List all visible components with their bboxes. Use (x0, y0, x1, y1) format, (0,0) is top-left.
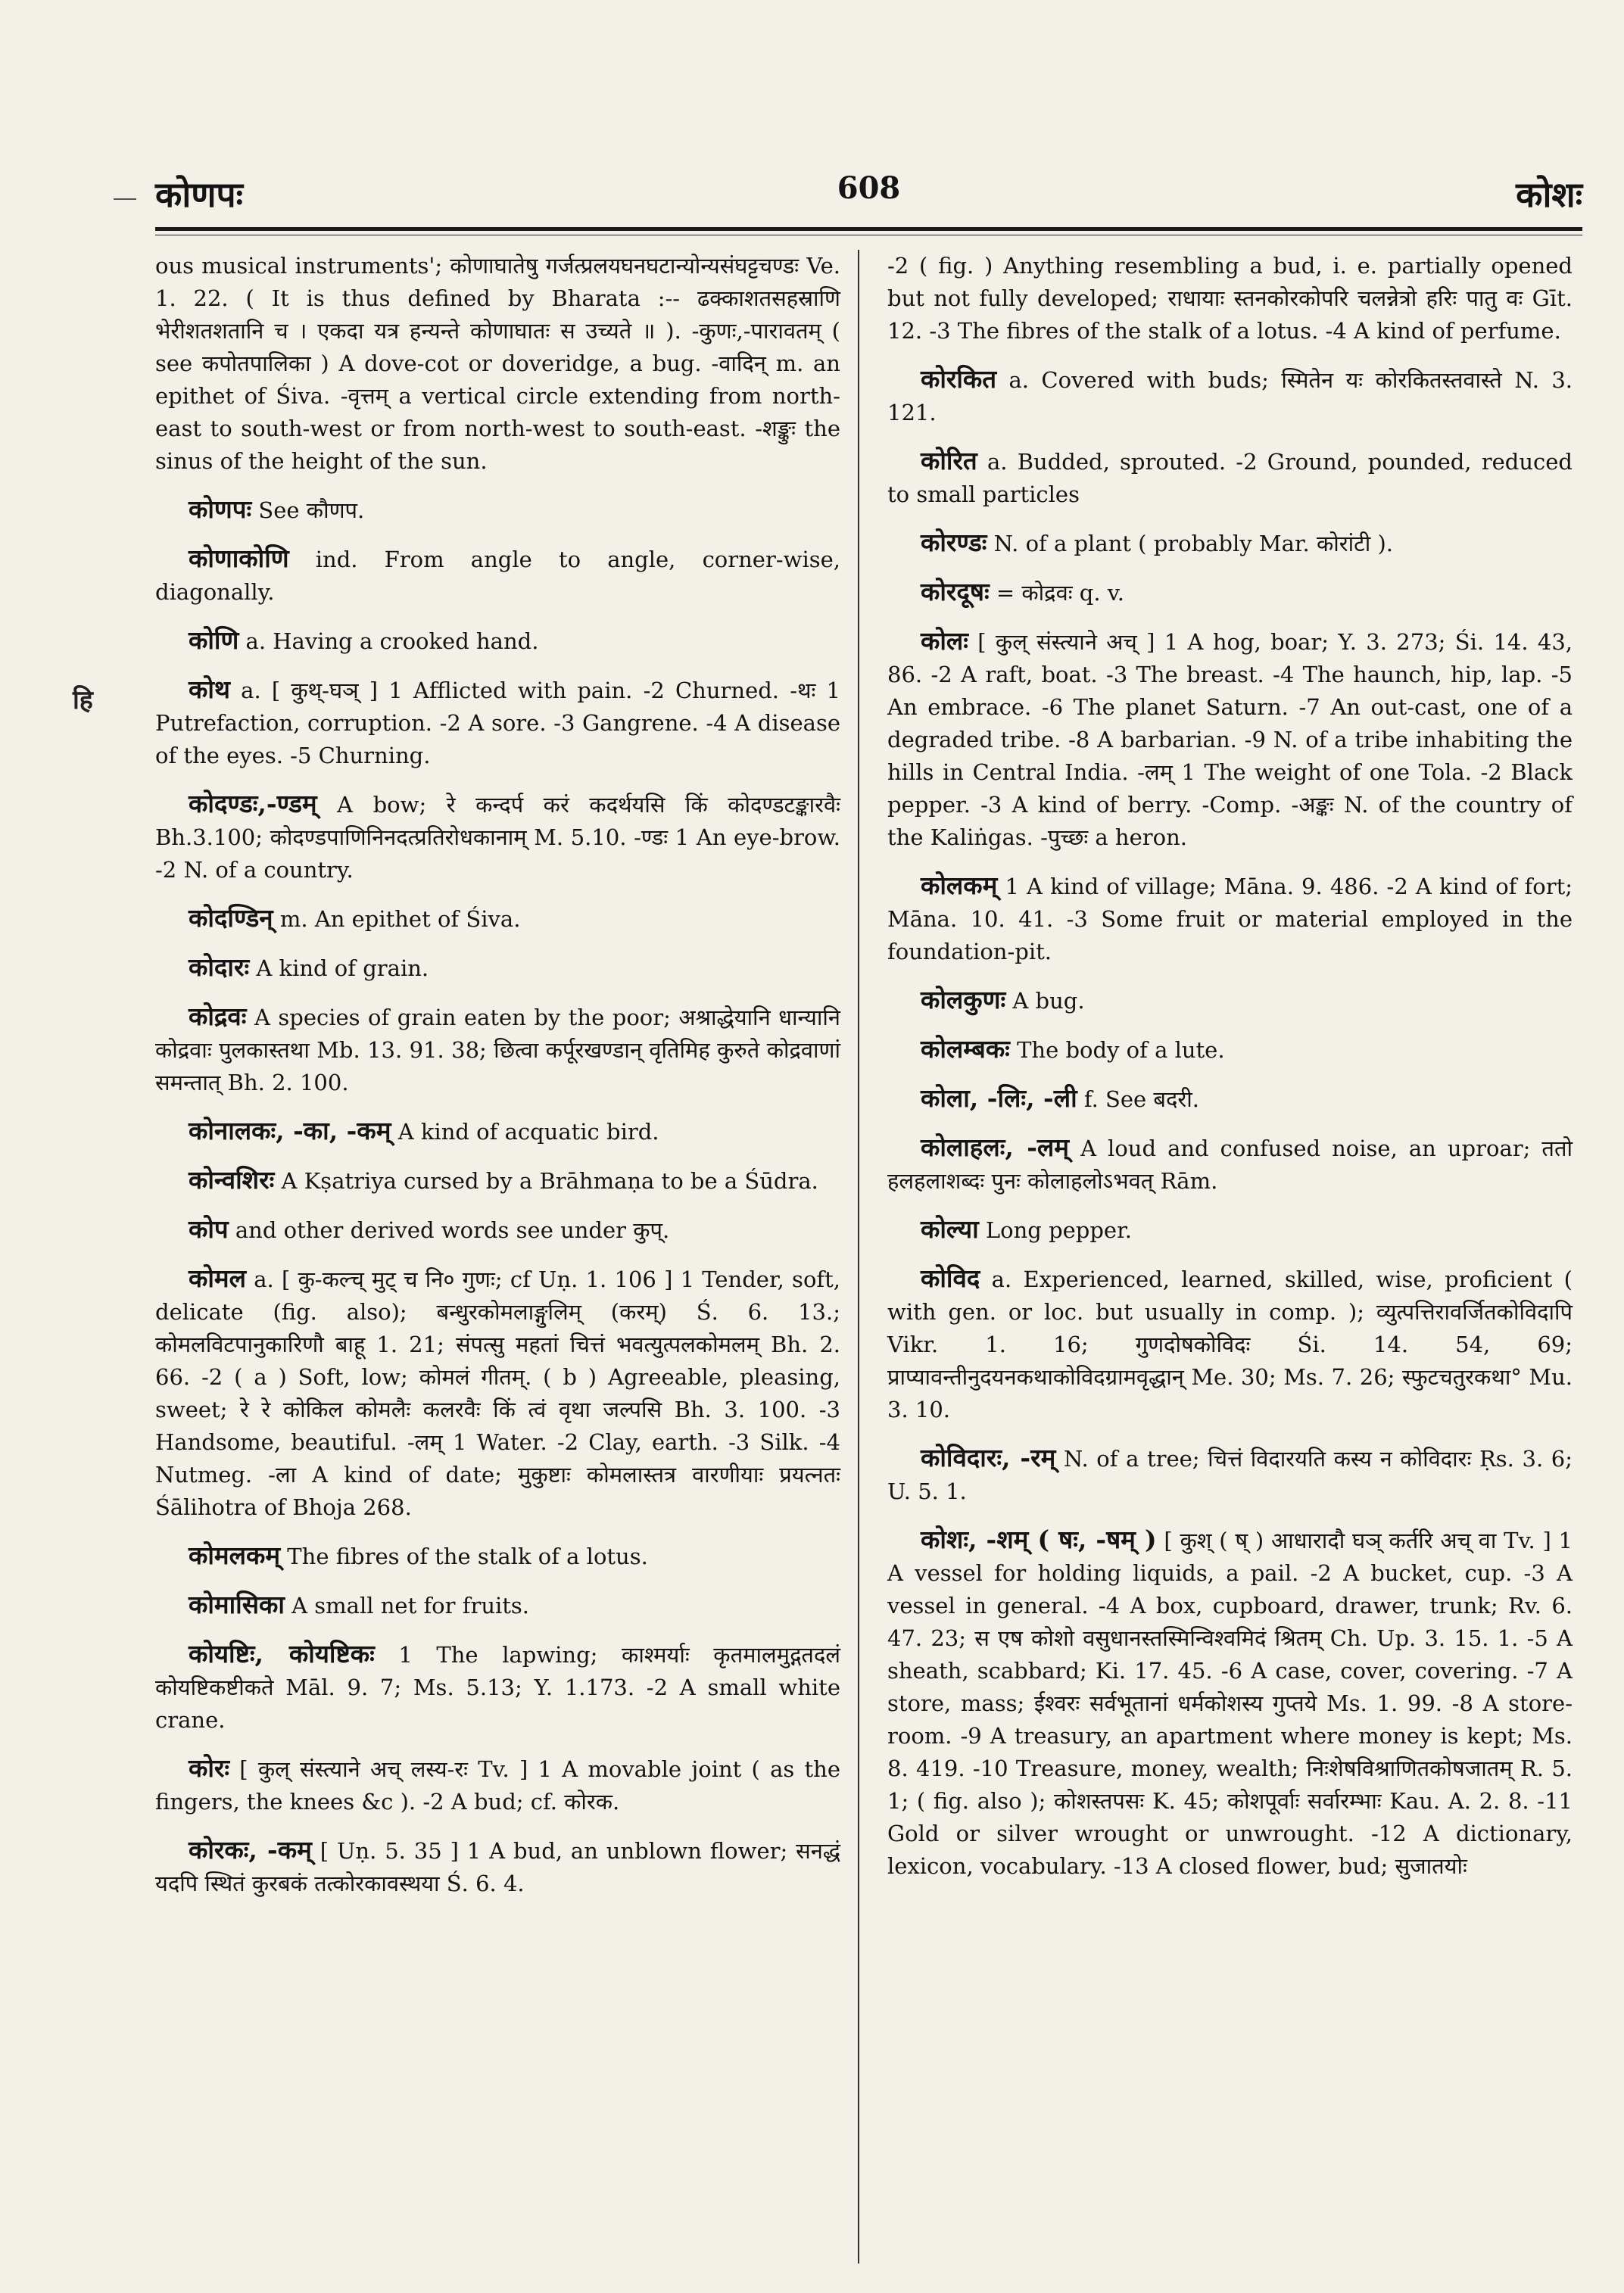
dictionary-entry (155, 1637, 840, 1737)
margin-mark: हि (73, 685, 93, 715)
right-column (887, 250, 1573, 1898)
entry-headword: कोन्वशिरः (189, 1165, 275, 1195)
dictionary-entry (155, 624, 840, 658)
dictionary-entry (155, 902, 840, 936)
dictionary-entry (887, 1262, 1573, 1426)
entry-definition: [ कुश् ( ष् ) आधारादौ घञ् कर्तरि अच् वा Tv. ] 1 A vessel for holding liquids, a pail. -2 A bucket, cup. -3 A vessel in general. -4 A box, cupboard, drawer, trunk; Rv. 6. 47. 23; स एष कोशो वसुधानस्तस्मिन्विश्वमिदं श्रितम् Ch. Up. 3. 15. 1. -5 A sheath, scabbard; Ki. 17. 45. -6 A case, cover, covering. -7 A store, mass; ईश्वरः सर्वभूतानां धर्मकोशस्य गुप्तये Ms. 1. 99. -8 A store-room. -9 A treasury, an apartment where money is kept; Ms. 8. 419. -10 Treasure, money, wealth; निःशेषविश्राणितकोषजातम् R. 5. 1; ( fig. also ); कोशस्तपसः K. 45; कोशपूर्वाः सर्वारम्भाः Kau. A. 2. 8. -11 Gold or silver wrought or unwrought. -12 A dictionary, lexicon, vocabulary. -13 A closed flower, bud; सुजातयोः (887, 1528, 1573, 1879)
entry-definition: = कोद्रवः q. v. (996, 580, 1124, 606)
entry-headword: कोला, -लिः, -ली (921, 1083, 1077, 1113)
entry-definition: a. Having a crooked hand. (245, 628, 539, 654)
entry-headword: कोप (189, 1214, 229, 1244)
entry-headword: कोलम्बकः (921, 1034, 1010, 1064)
left-column (155, 250, 840, 1915)
dictionary-entry (155, 1114, 840, 1148)
entry-headword: कोल्या (921, 1214, 979, 1244)
dictionary-entry (887, 1131, 1573, 1198)
dictionary-entry (155, 542, 840, 609)
entry-definition: N. of a tree; चित्तं विदारयति कस्य न कोविदारः Ṛs. 3. 6; U. 5. 1. (887, 1446, 1573, 1504)
entry-definition: A kind of grain. (256, 955, 429, 981)
entry-definition: a. Budded, sprouted. -2 Ground, pounded, reduced to small particles (887, 449, 1573, 507)
entry-headword: कोमलकम् (189, 1541, 281, 1570)
entry-definition: 1 A kind of village; Māna. 9. 486. -2 A kind of fort; Māna. 10. 41. -3 Some fruit or material employed in the foundation-pit. (887, 874, 1573, 964)
entry-headword: कोरदूषः (921, 577, 990, 606)
dictionary-entry (887, 1523, 1573, 1883)
column-divider (858, 250, 859, 2263)
entry-definition: A small net for fruits. (291, 1593, 530, 1618)
dictionary-entry (887, 625, 1573, 854)
dictionary-entry (155, 673, 840, 772)
entry-definition: a. [ कु-कल्च् मुट् च नि० गुणः; cf Uṇ. 1. 106 ] 1 Tender, soft, delicate (fig. also); बन्धुरकोमलाङ्गुलिम् (करम्) Ś. 6. 13.; कोमलविटपानुकारिणौ बाहू 1. 21; संपत्सु महतां चित्तं भवत्युत्पलकोमलम् Bh. 2. 66. -2 ( a ) Soft, low; कोमलं गीतम्. ( b ) Agreeable, pleasing, sweet; रे रे कोकिल कोमलैः कलरवैः किं त्वं वृथा जल्पसि Bh. 3. 100. -3 Handsome, beautiful. -लम् 1 Water. -2 Clay, earth. -3 Silk. -4 Nutmeg. -ला A kind of date; मुकुष्टाः कोमलास्तत्र वारणीयाः प्रयत्नतः Śālihotra of Bhoja 268. (155, 1266, 841, 1520)
dictionary-entry (887, 1213, 1573, 1247)
dictionary-entry (155, 1000, 840, 1099)
margin-scratch (114, 198, 136, 200)
entry-headword: कोविद (921, 1263, 980, 1293)
entry-definition: f. See बदरी. (1083, 1086, 1199, 1112)
dictionary-entry (887, 526, 1573, 560)
entry-definition: [ कुल् संस्त्याने अच् ] 1 A hog, boar; Y. 3. 273; Śi. 14. 43, 86. -2 A raft, boat. -3 The breast. -4 The haunch, hip, lap. -5 An embrace. -6 The planet Saturn. -7 An out-cast, one of a degraded tribe. -8 A barbarian. -9 N. of a tribe inhabiting the hills in Central India. -लम् 1 The weight of one Tola. -2 Black pepper. -3 A kind of berry. -Comp. -अङ्कः N. of the country of the Kaliṅgas. -पुच्छः a heron. (887, 629, 1573, 850)
dictionary-entry (887, 1082, 1573, 1116)
dictionary-entry (155, 1539, 840, 1573)
entry-definition: ind. From angle to angle, corner-wise, diagonally. (155, 547, 840, 605)
dictionary-entry (887, 363, 1573, 429)
dictionary-entry (155, 787, 840, 886)
entry-definition: 1 The lapwing; काश्मर्याः कृतमालमुद्गतदलं कोयष्टिकष्टीकते Māl. 9. 7; Ms. 5.13; Y. 1.173. -2 A small white crane. (155, 1642, 841, 1733)
entry-headword: कोनालकः, -का, -कम् (189, 1116, 391, 1145)
entry-headword: कोरः (189, 1753, 230, 1783)
dictionary-entry (887, 1441, 1573, 1508)
dictionary-entry (155, 1752, 840, 1818)
entry-headword: कोथ (189, 675, 230, 704)
dictionary-entry (155, 250, 840, 478)
entry-definition: A loud and confused noise, an uproar; ततो हलहलाशब्दः पुनः कोलाहलोऽभवत् Rām. (887, 1136, 1573, 1194)
left-running-head: कोणपः (155, 174, 243, 215)
entry-headword: कोलाहलः, -लम् (921, 1132, 1069, 1162)
header-rule (155, 227, 1582, 231)
dictionary-entry (887, 575, 1573, 609)
entry-headword: कोरण्डः (921, 528, 987, 557)
dictionary-entry (155, 1164, 840, 1198)
entry-headword: कोरित (921, 446, 977, 475)
entry-headword: कोणाकोणि (189, 544, 289, 573)
right-running-head: कोशः (1516, 174, 1582, 215)
entry-definition: A species of grain eaten by the poor; अश्राद्धेयानि धान्यानि कोद्रवाः पुलकास्तथा Mb. 13. 91. 38; छित्वा कर्पूरखण्डान् वृतिमिह कुरुते कोद्रवाणां समन्तात् Bh. 2. 100. (155, 1005, 840, 1095)
page-number: 608 (837, 170, 901, 206)
page-header (155, 170, 1582, 223)
entry-definition: [ Uṇ. 5. 35 ] 1 A bud, an unblown flower; सनद्धं यदपि स्थितं कुरबकं तत्कोरकावस्थया Ś. 6. 4. (155, 1838, 841, 1896)
entry-headword: कोदण्डिन् (189, 903, 273, 933)
entry-headword: कोविदारः, -रम् (921, 1443, 1056, 1472)
dictionary-entry (155, 1262, 840, 1524)
entry-headword: कोलकम् (921, 871, 998, 900)
entry-headword: कोरकः, -कम् (189, 1835, 312, 1865)
dictionary-entry (887, 983, 1573, 1017)
entry-definition: and other derived words see under कुप्. (235, 1217, 670, 1243)
entry-definition: The body of a lute. (1017, 1037, 1225, 1063)
entry-headword: कोरकित (921, 364, 997, 394)
dictionary-entry (155, 1588, 840, 1622)
entry-definition: a. Experienced, learned, skilled, wise, proficient ( with gen. or loc. but usually in comp. ); व्युत्पत्तिरावर्जितकोविदापि Vikr. 1. 16; गुणदोषकोविदः Śi. 14. 54, 69; प्राप्यावन्तीनुदयनकथाकोविदग्रामवृद्धान् Me. 30; Ms. 7. 26; स्फुटचतुरकथा° Mu. 3. 10. (887, 1266, 1573, 1422)
entry-headword: कोद्रवः (189, 1002, 247, 1031)
dictionary-entry (887, 869, 1573, 968)
entry-definition: A kind of acquatic bird. (397, 1119, 659, 1145)
entry-headword: कोणपः (189, 494, 252, 524)
entry-definition: The fibres of the stalk of a lotus. (287, 1544, 648, 1569)
entry-definition: ous musical instruments'; कोणाघातेषु गर्जत्प्रलयघनघटान्योन्यसंघट्टचण्डः Ve. 1. 22. ( It is thus defined by Bharata :-- ढक्काशतसहस्राणि भेरीशतशतानि च । एकदा यत्र हन्यन्ते कोणाघातः स उच्यते ॥ ). -कुणः,-पारावतम् ( see कपोतपालिका ) A dove-cot or doveridge, a bug. -वादिन् m. an epithet of Śiva. -वृत्तम् a vertical circle extending from north-east to south-west or from north-west to south-east. -शङ्कुः the sinus of the height of the sun. (155, 253, 840, 474)
entry-definition: See कौणप. (258, 497, 365, 523)
dictionary-entry (155, 951, 840, 985)
dictionary-entry (887, 250, 1573, 347)
entry-definition: A Kṣatriya cursed by a Brāhmaṇa to be a Śūdra. (281, 1168, 818, 1194)
entry-definition: m. An epithet of Śiva. (279, 906, 521, 932)
entry-definition: A bow; रे कन्दर्प करं कदर्थयसि किं कोदण्डटङ्कारवैः Bh.3.100; कोदण्डपाणिनिनदत्प्रतिरोधकानाम् M. 5.10. -ण्डः 1 An eye-brow. -2 N. of a country. (155, 792, 841, 883)
entry-headword: कोयष्टिः, कोयष्टिकः (189, 1639, 375, 1668)
entry-definition: Long pepper. (985, 1217, 1132, 1243)
entry-definition: [ कुल् संस्त्याने अच् लस्य-रः Tv. ] 1 A movable joint ( as the fingers, the knees &c ). -2 A bud; cf. कोरक. (155, 1756, 840, 1815)
entry-definition: N. of a plant ( probably Mar. कोरांटी ). (993, 531, 1394, 556)
entry-headword: कोशः, -शम् ( षः, -षम् ) (921, 1525, 1157, 1554)
dictionary-entry (155, 493, 840, 527)
dictionary-entry (887, 1033, 1573, 1067)
entry-definition: a. [ कुथ्-घञ् ] 1 Afflicted with pain. -2 Churned. -थः 1 Putrefaction, corruption. -2 A sore. -3 Gangrene. -4 A disease of the eyes. -5 Churning. (155, 678, 841, 768)
dictionary-entry (155, 1213, 840, 1247)
entry-definition: a. Covered with buds; स्मितेन यः कोरकितस्तवास्ते N. 3. 121. (887, 367, 1573, 425)
entry-headword: कोलः (921, 626, 968, 656)
entry-headword: कोलकुणः (921, 985, 1006, 1014)
entry-headword: कोमासिका (189, 1590, 285, 1619)
entry-headword: कोदण्डः,-ण्डम् (189, 789, 317, 818)
dictionary-entry (887, 444, 1573, 511)
entry-headword: कोणि (189, 625, 239, 655)
entry-definition: A bug. (1012, 988, 1085, 1014)
entry-definition: -2 ( fig. ) Anything resembling a bud, i. e. partially opened but not fully developed; राधायाः स्तनकोरकोपरि चलन्नेत्रो हरिः पातु वः Gīt. 12. -3 The fibres of the stalk of a lotus. -4 A kind of perfume. (887, 253, 1573, 344)
dictionary-entry (155, 1833, 840, 1900)
entry-headword: कोमल (189, 1263, 246, 1293)
entry-headword: कोदारः (189, 952, 250, 982)
